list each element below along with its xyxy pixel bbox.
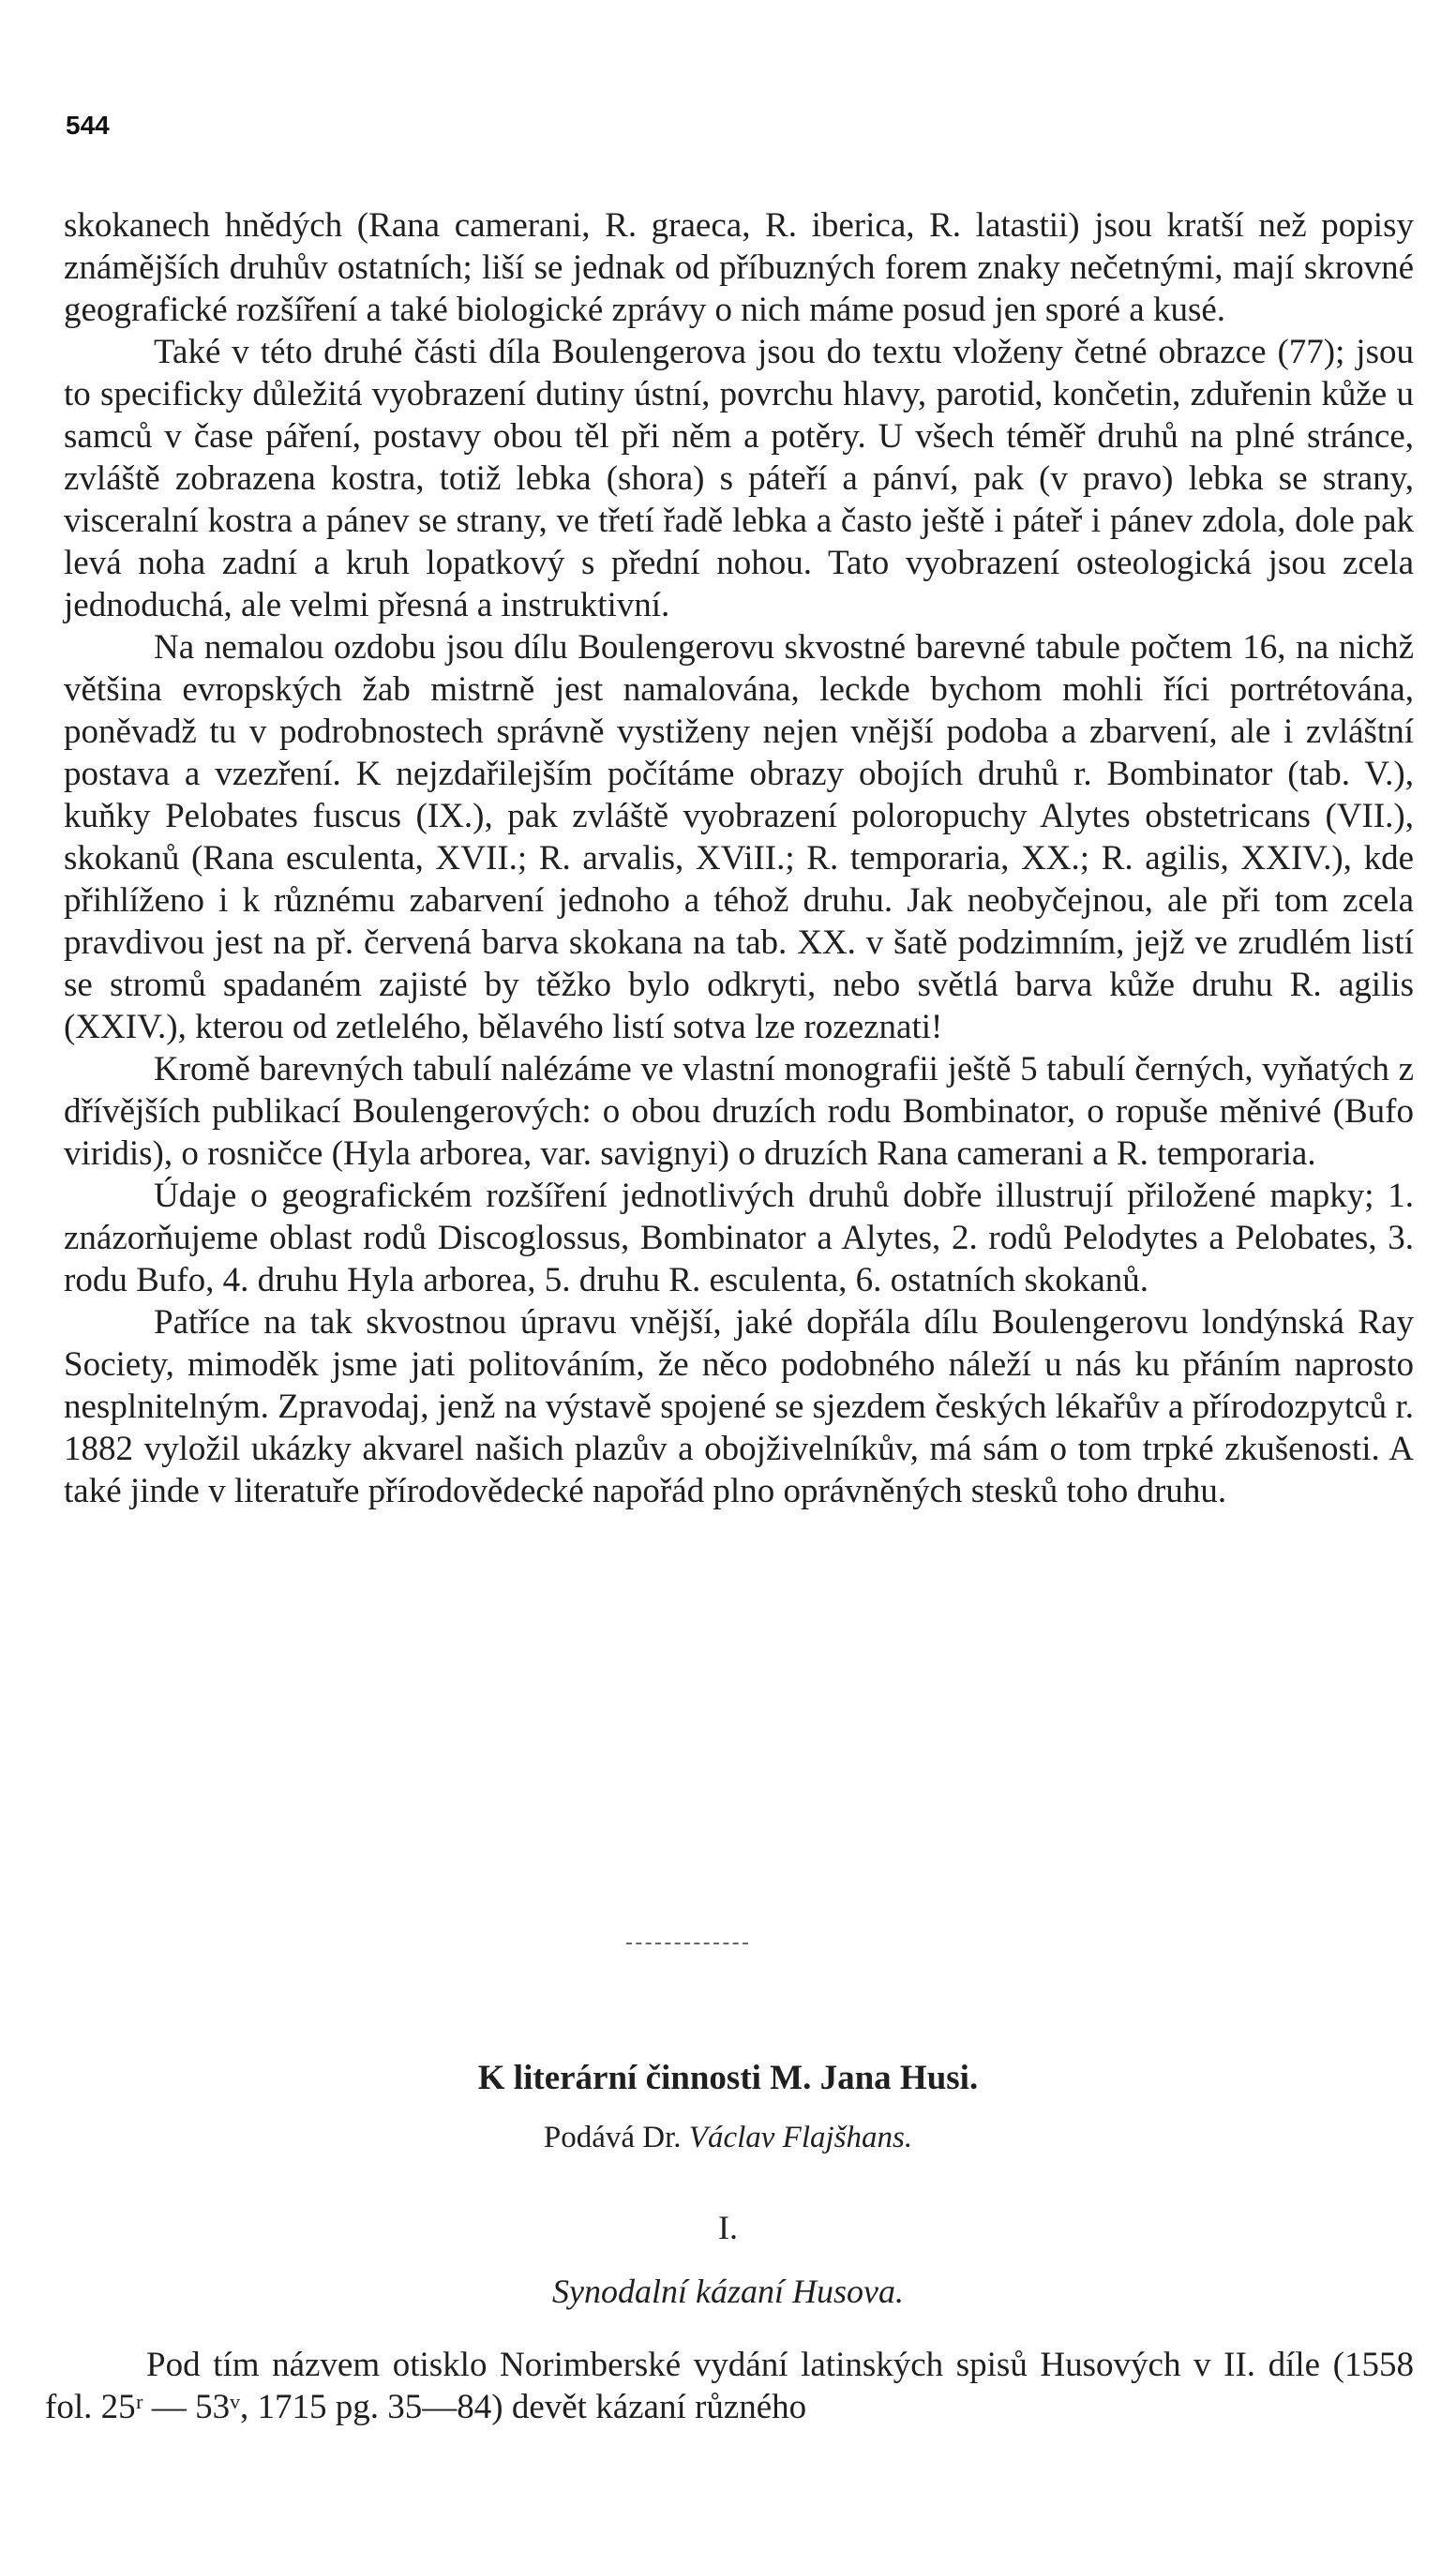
review-text — [64, 204, 1414, 1512]
section-title: Synodalní kázaní Husova. — [552, 2273, 904, 2310]
paragraph-illustrations: Také v této druhé části díla Boulengerova jsou do textu vloženy četné obrazce (77); jsou to specificky důležitá vyobrazení dutiny ústní, povrchu hlavy, parotid, končetin, zduřenin kůže u samců v čase páření, postavy obou těl při něm a potěry. U všech téměř druhů na plné stránce, zvláště zobrazena kostra, totiž lebka (shora) s páteří a pánví, pak (v pravo) lebka se strany, visceralní kostra a pánev se strany, ve třetí řadě lebka a často ještě i páteř i pánev zdola, dole pak levá noha zadní a kruh lopatkový s přední nohou. Tato vyobrazení osteologická jsou zcela jednoduchá, ale velmi přesná a instruktivní. — [64, 333, 1414, 624]
article-byline — [0, 2121, 1456, 2155]
paragraph-black-plates: Kromě barevných tabulí nalézáme ve vlastní monografii ještě 5 tabulí černých, vyňatých z dřívějších publikací Boulengerových: o obou druzích rodu Bombinator, o ropuše měnivé (Bufo viridis), o rosničce (Hyla arborea, var. savignyi) o druzích Rana camerani a R. temporaria. — [64, 1050, 1414, 1173]
paragraph-conclusion: Patříce na tak skvostnou úpravu vnější, jaké dopřála dílu Boulengerovu londýnská Ray Society, mimoděk jsme jati politováním, že něco podobného náleží u nás ku přáním naprosto nesplnitelným. Zpravodaj, jenž na výstavě spojené se sjezdem českých lékařův a přírodozpytců r. 1882 vyložil ukázky akvarel našich plazův a obojživelníkův, má sám o tom trpké zkušenosti. A také jinde v literatuře přírodovědecké napořád plno oprávněných stesků toho druhu. — [64, 1303, 1414, 1510]
paragraph-opening: Pod tím názvem otisklo Norimberské vydání latinských spisů Husových v II. díle (1558 fol. 25ʳ — 53ᵛ, 1715 pg. 35—84) devět kázaní různého — [45, 2346, 1414, 2426]
article-text — [45, 2344, 1414, 2428]
section-divider — [626, 1943, 748, 1944]
byline-author: Václav Flajšhans. — [688, 2121, 913, 2154]
page-number: 544 — [66, 111, 110, 140]
paragraph-continuation: skokanech hnědých (Rana camerani, R. graeca, R. iberica, R. latastii) jsou kratší než popisy známějších druhův ostatních; liší se jednak od příbuzných forem znaky nečetnými, mají skrovné geografické rozšíření a také biologické zprávy o nich máme posud jen sporé a kusé. — [64, 206, 1414, 329]
paragraph-maps: Údaje o geografickém rozšíření jednotlivých druhů dobře illustrují přiložené mapky; 1. znázorňujeme oblast rodů Discoglossus, Bombinator a Alytes, 2. rodů Pelodytes a Pelobates, 3. rodu Bufo, 4. druhu Hyla arborea, 5. druhu R. esculenta, 6. ostatních skokanů. — [64, 1177, 1414, 1299]
article-title: K literární činnosti M. Jana Husi. — [477, 2059, 979, 2097]
section-number: I. — [718, 2209, 738, 2246]
byline-prefix: Podává Dr. — [543, 2121, 682, 2154]
paragraph-color-plates: Na nemalou ozdobu jsou dílu Boulengerovu skvostné barevné tabule počtem 16, na nichž většina evropských žab mistrně jest namalována, leckde bychom mohli říci portrétována, poněvadž tu v podrobnostech správně vystiženy nejen vnější podoba a zbarvení, ale i zvláštní postava a vzezření. K nejzdařilejším počítáme obrazy obojích druhů r. Bombinator (tab. V.), kuňky Pelobates fuscus (IX.), pak zvláště vyobrazení poloropuchy Alytes obstetricans (VII.), skokanů (Rana esculenta, XVII.; R. arvalis, XViII.; R. temporaria, XX.; R. agilis, XXIV.), kde přihlíženo i k různému zabarvení jednoho a téhož druhu. Jak neobyčejnou, ale při tom zcela pravdivou jest na př. červená barva skokana na tab. XX. v šatě podzimním, jejž ve zrudlém listí se stromů spadaném zajisté by těžko bylo odkryti, nebo světlá barva kůže druhu R. agilis (XXIV.), kterou od zetlelého, bělavého listí sotva lze rozeznati! — [64, 628, 1414, 1046]
